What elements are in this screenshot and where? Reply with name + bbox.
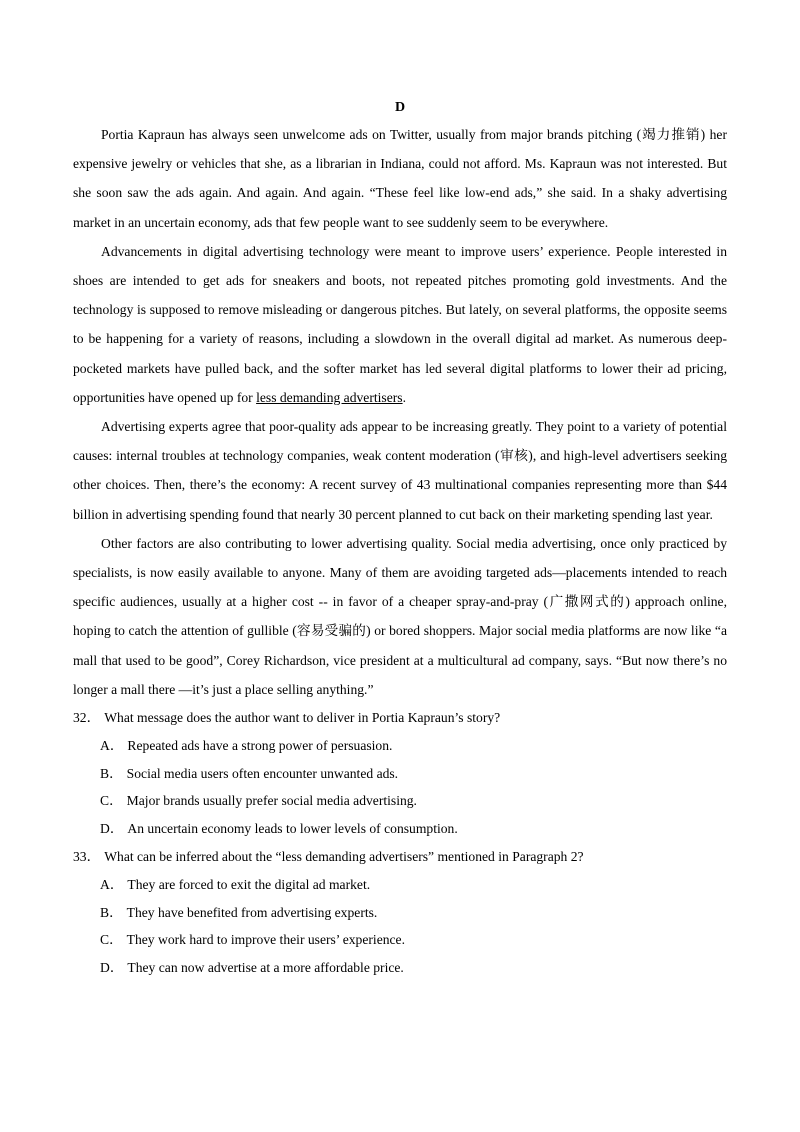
option-text: An uncertain economy leads to lower levels of consumption. [127, 821, 458, 837]
option-text: They are forced to exit the digital ad market. [127, 876, 371, 892]
option-letter: C． [100, 932, 123, 948]
paragraph-text: Other factors are also contributing to lower advertising quality. Social media advertising, once only practiced by specialists, is now easily available to anyone. Many of them are avoiding targeted ads—placements intended to reach specific audiences, usually at a higher cost -- in favor of a cheaper spray-and-pray (广撒网式的) approach online, hoping to catch the attention of gullible (容易受骗的) or bored shoppers. Major social media platforms are now like “a mall that used to be good”, Corey Richardson, vice president at a multicultural ad company, says. “But now there’s no longer a mall there —it’s just a place selling anything.” [73, 535, 727, 697]
option-letter: B． [100, 765, 123, 781]
option-a [73, 871, 727, 899]
paragraph-4 [73, 529, 727, 704]
option-list [73, 732, 727, 843]
option-a [73, 732, 727, 760]
option-letter: A． [100, 876, 124, 892]
option-letter: D． [100, 821, 124, 837]
option-text: Social media users often encounter unwanted ads. [126, 765, 399, 781]
option-c [73, 787, 727, 815]
question-text: What can be inferred about the “less demanding advertisers” mentioned in Paragraph 2? [104, 849, 584, 865]
option-b [73, 760, 727, 788]
question-text: What message does the author want to deliver in Portia Kapraun’s story? [104, 710, 501, 726]
question-32 [73, 704, 727, 843]
option-text: Major brands usually prefer social media advertising. [126, 793, 417, 809]
paragraph-text: Portia Kapraun has always seen unwelcome ads on Twitter, usually from major brands pitching (竭力推销) her expensive jewelry or vehicles that she, as a librarian in Indiana, could not afford. Ms. Kapraun was not interested. But she soon saw the ads again. And again. And again. “These feel like low-end ads,” she said. In a shaky advertising market in an uncertain economy, ads that few people want to see suddenly seem to be everywhere. [73, 127, 727, 230]
paragraph-text: Advancements in digital advertising technology were meant to improve users’ experience. People interested in shoes are intended to get ads for sneakers and boots, not repeated pitches promoting gold investments. And the technology is supposed to remove misleading or dangerous pitches. But lately, on several platforms, the opposite seems to be happening for a variety of reasons, including a slowdown in the overall digital ad market. As numerous deep-pocketed markets have pulled back, and the softer market has led several digital platforms to lower their ad pricing, opportunities have opened up for [73, 243, 727, 405]
paragraph-2 [73, 237, 727, 412]
paragraph-text: Advertising experts agree that poor-quality ads appear to be increasing greatly. They point to a variety of potential causes: internal troubles at technology companies, weak content moderation (审核), and high-level advertisers seeking other choices. Then, there’s the economy: A recent survey of 43 multinational companies representing more than $44 billion in advertising spending found that nearly 30 percent planned to cut back on their marketing spending last year. [73, 419, 727, 522]
option-b [73, 899, 727, 927]
underlined-phrase: less demanding advertisers [256, 389, 403, 405]
paragraph-1 [73, 120, 727, 237]
option-letter: D． [100, 960, 124, 976]
option-text: Repeated ads have a strong power of persuasion. [127, 737, 393, 753]
document-page [73, 96, 727, 982]
option-d [73, 815, 727, 843]
option-c [73, 926, 727, 954]
paragraph-text-end: . [402, 389, 406, 405]
option-text: They work hard to improve their users’ experience. [126, 932, 405, 948]
section-title: D [394, 100, 406, 115]
question-stem [73, 704, 727, 732]
option-text: They can now advertise at a more affordable price. [127, 960, 404, 976]
option-list [73, 871, 727, 982]
paragraph-3 [73, 412, 727, 529]
option-text: They have benefited from advertising experts. [126, 904, 378, 920]
option-letter: A． [100, 737, 124, 753]
option-letter: C． [100, 793, 123, 809]
question-33 [73, 843, 727, 982]
option-letter: B． [100, 904, 123, 920]
option-d [73, 954, 727, 982]
question-number: 33． [73, 849, 101, 865]
question-stem [73, 843, 727, 871]
question-number: 32． [73, 710, 101, 726]
